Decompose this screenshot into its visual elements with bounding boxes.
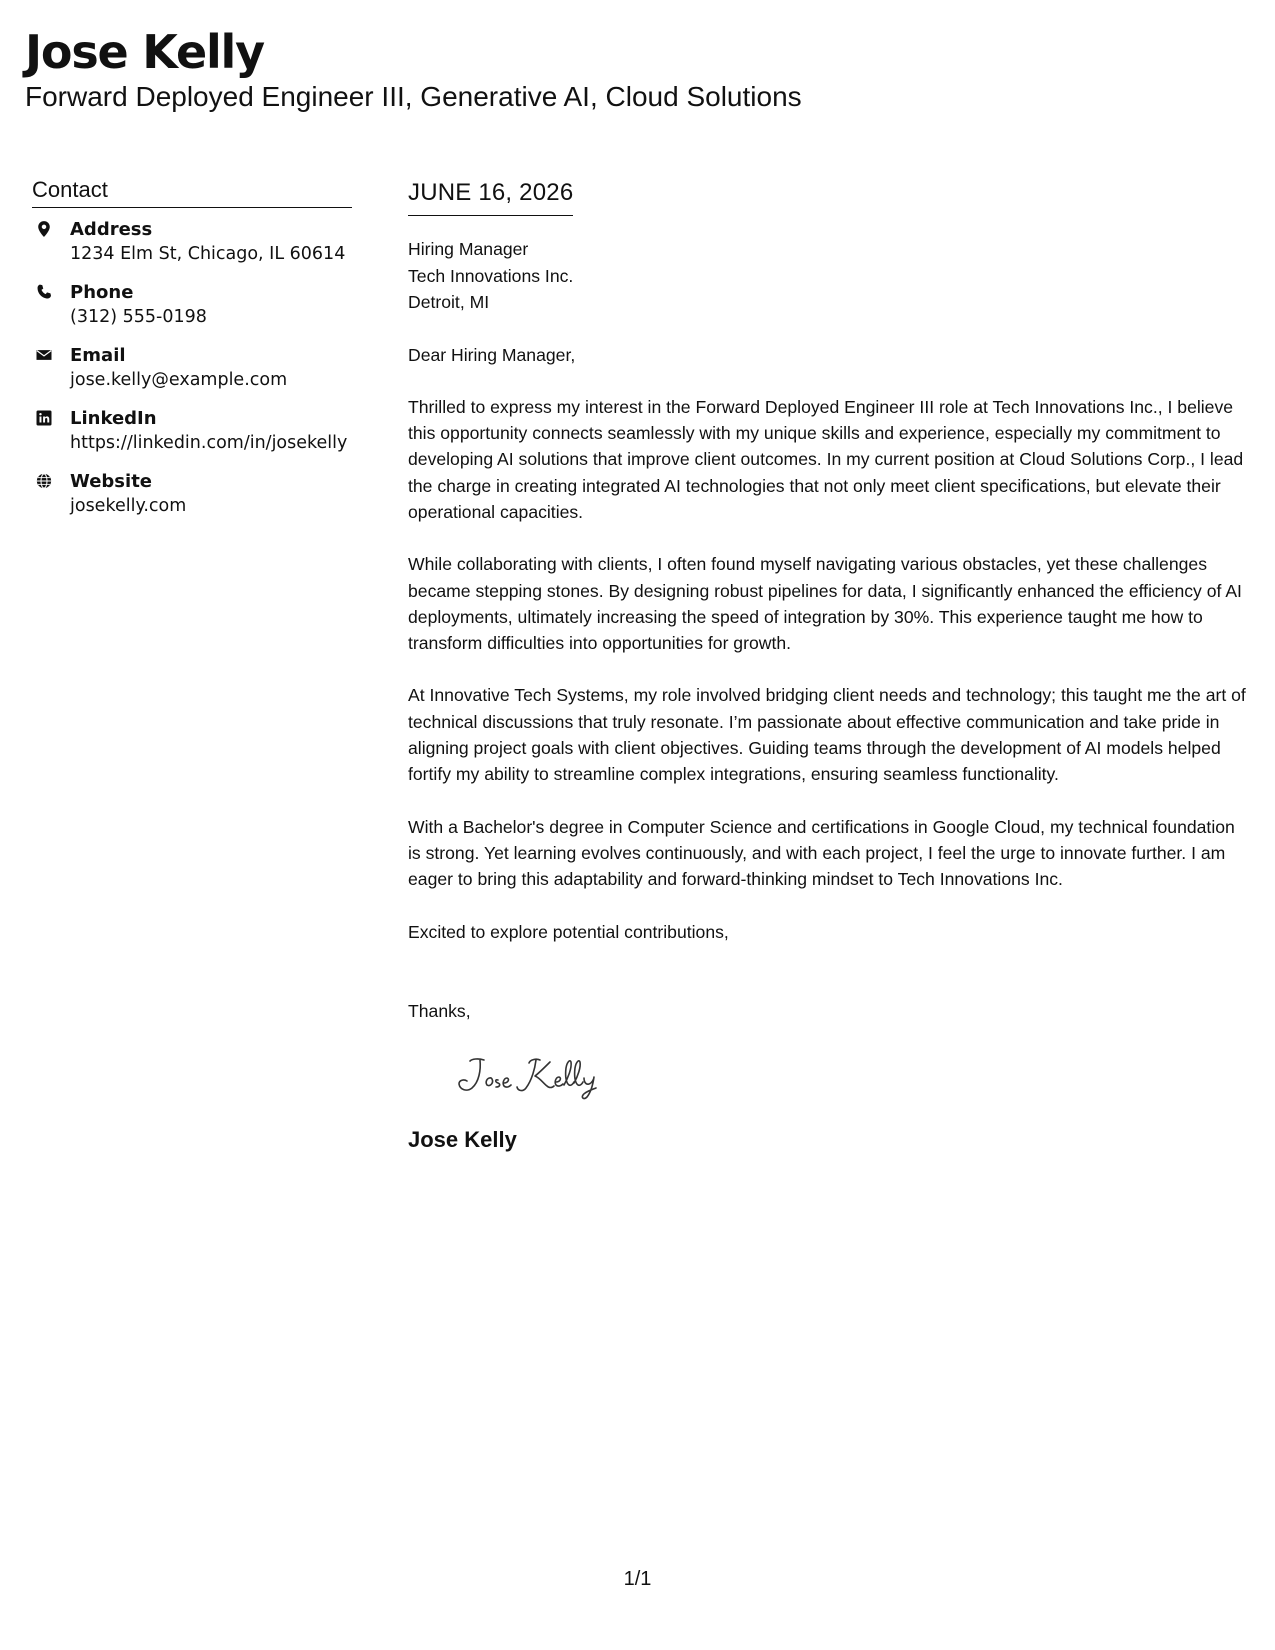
recipient-company: Tech Innovations Inc.: [408, 265, 574, 286]
contact-label-email: Email: [70, 345, 126, 366]
contact-value-email: jose.kelly@example.com: [70, 370, 288, 390]
contact-value-address: 1234 Elm St, Chicago, IL 60614: [70, 244, 346, 264]
letter-header: [25, 24, 802, 114]
salutation: Dear Hiring Manager,: [408, 344, 576, 365]
signer-name: Jose Kelly: [408, 1127, 517, 1153]
letter-date: JUNE 16, 2026: [408, 178, 573, 216]
paragraph-2: While collaborating with clients, I often found myself navigating various obstacles, yet these challenges became stepping stones. By designing robust pipelines for data, I significantly enhanced the efficiency of AI deployments, ultimately increasing the speed of integration by 30%. This experience taught me how to transform difficulties into opportunities for growth.: [408, 554, 1242, 654]
contact-label-address: Address: [70, 219, 153, 240]
contact-label-linkedin: LinkedIn: [70, 408, 157, 429]
linkedin-icon: [35, 409, 53, 427]
map-pin-icon: [35, 220, 53, 238]
page-number: 1/1: [623, 1568, 652, 1590]
applicant-name: Jose Kelly: [25, 25, 264, 79]
contact-label-phone: Phone: [70, 282, 134, 303]
letter-body: [408, 178, 1248, 1154]
contact-item-email: [32, 344, 352, 393]
paragraph-1: Thrilled to express my interest in the Forward Deployed Engineer III role at Tech Innovations Inc., I believe this opportunity connects seamlessly with my unique skills and experience, especially my commitment to developing AI solutions that improve client outcomes. In my current position at Cloud Solutions Corp., I lead the charge in creating integrated AI technologies that not only meet client specifications, but elevate their operational capacities.: [408, 396, 1244, 522]
contact-value-linkedin: https://linkedin.com/in/josekelly: [70, 433, 348, 453]
paragraph-3: At Innovative Tech Systems, my role involved bridging client needs and technology; this taught me the art of technical discussions that truly resonate. I’m passionate about effective communication and take pride in aligning project goals with client objectives. Guiding teams through the development of AI models helped fortify my ability to streamline complex integrations, ensuring seamless functionality.: [408, 685, 1246, 785]
contact-value-website: josekelly.com: [70, 496, 187, 516]
contact-item-phone: [32, 281, 352, 330]
contact-sidebar: [32, 176, 352, 533]
phone-icon: [35, 283, 53, 301]
recipient-block: [408, 236, 1248, 316]
contact-item-address: [32, 218, 352, 267]
signoff: Thanks,: [408, 1000, 471, 1021]
contact-list: [32, 218, 352, 519]
closing-line: Excited to explore potential contributions,: [408, 921, 729, 942]
envelope-icon: [35, 346, 53, 364]
globe-icon: [35, 472, 53, 490]
contact-value-phone: (312) 555-0198: [70, 307, 207, 327]
contact-item-linkedin: [32, 407, 352, 456]
handwritten-signature: [454, 1050, 624, 1102]
paragraph-4: With a Bachelor's degree in Computer Science and certifications in Google Cloud, my technical foundation is strong. Yet learning evolves continuously, and with each project, I feel the urge to innovate further. I am eager to bring this adaptability and forward-thinking mindset to Tech Innovations Inc.: [408, 816, 1235, 890]
contact-label-website: Website: [70, 471, 153, 492]
contact-item-website: [32, 470, 352, 519]
recipient-location: Detroit, MI: [408, 292, 490, 312]
recipient-name: Hiring Manager: [408, 239, 529, 259]
applicant-title: Forward Deployed Engineer III, Generative AI, Cloud Solutions: [25, 81, 802, 112]
contact-heading: Contact: [32, 176, 352, 208]
